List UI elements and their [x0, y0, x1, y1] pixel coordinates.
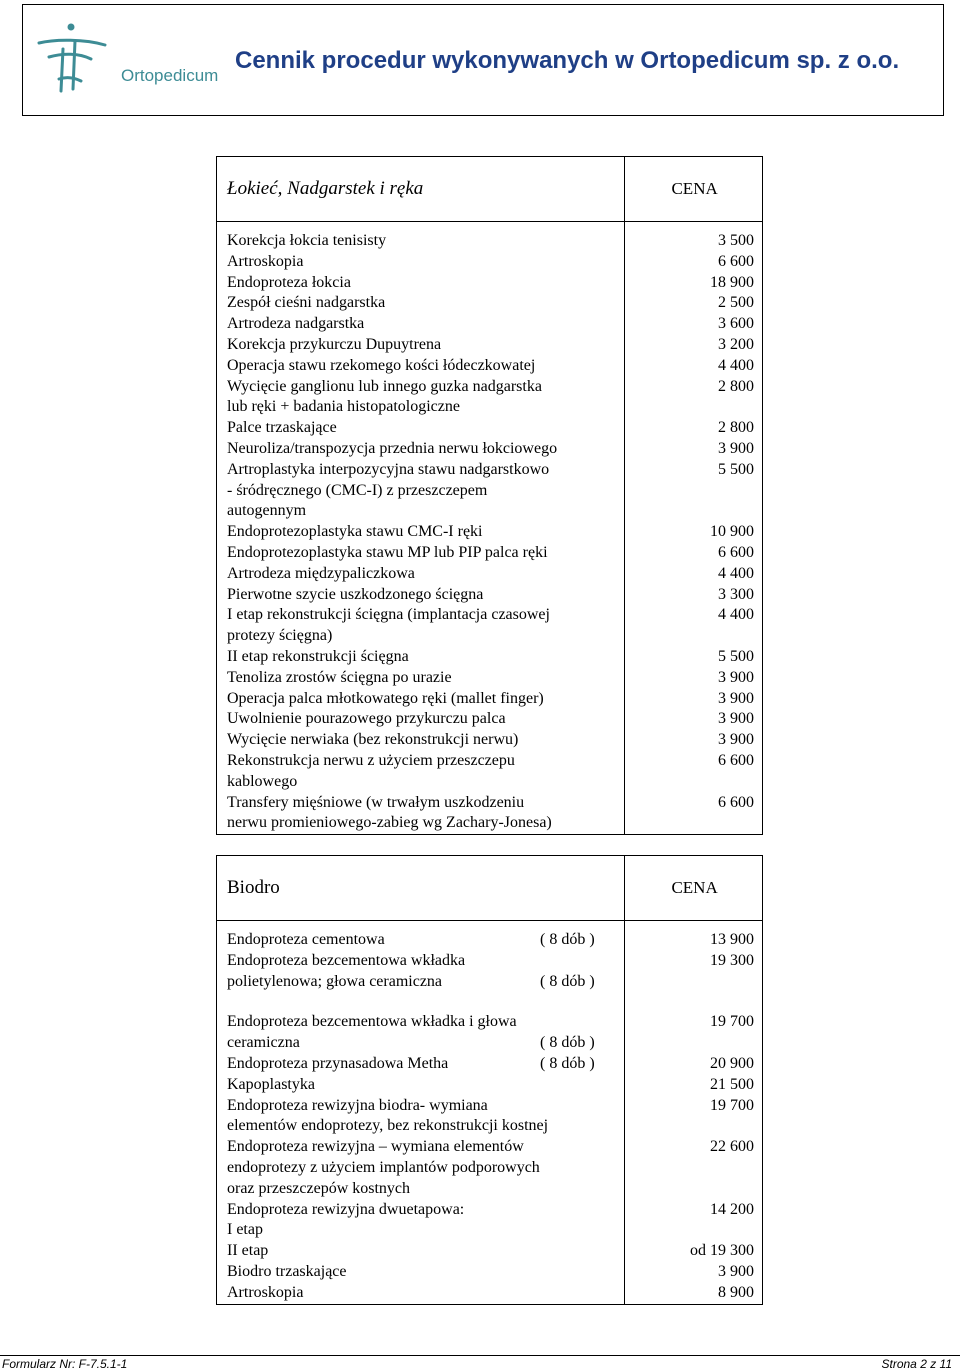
price-table-elbow-wrist-hand [216, 156, 763, 835]
price-row [217, 668, 763, 689]
procedure-price: 10 900 [625, 522, 763, 543]
procedure-name-line: Endoprotezoplastyka stawu MP lub PIP palca ręki [227, 543, 548, 561]
procedure-price: 4 400 [625, 564, 763, 585]
procedure-price: 3 900 [625, 730, 763, 751]
procedure-name [217, 335, 625, 356]
procedure-name [217, 564, 625, 585]
procedure-name [217, 231, 625, 252]
procedure-name [217, 585, 625, 606]
price-row [217, 647, 763, 668]
price-column-header: CENA [625, 157, 763, 222]
price-row [217, 730, 763, 751]
price-row [217, 377, 763, 419]
procedure-price: 6 600 [625, 793, 763, 835]
procedure-price: 3 600 [625, 314, 763, 335]
procedure-name [217, 314, 625, 335]
procedure-name-line: Wycięcie nerwiaka (bez rekonstrukcji nerwu) [227, 731, 519, 749]
procedure-name [217, 709, 625, 730]
price-row [217, 605, 763, 647]
procedure-price: 3 500 [625, 231, 763, 252]
procedure-name-line: Endoproteza łokcia [227, 273, 351, 291]
procedure-name [217, 1283, 625, 1304]
procedure-name [217, 522, 625, 543]
procedure-price: 3 900 [625, 439, 763, 460]
procedure-name [217, 1262, 625, 1283]
ortopedicum-logo [35, 19, 225, 109]
procedure-name [217, 951, 625, 1013]
procedure-price: 2 800 [625, 418, 763, 439]
procedure-price: 8 900 [625, 1283, 763, 1304]
procedure-name [217, 1075, 625, 1096]
price-row [217, 1283, 763, 1304]
price-row [217, 930, 763, 951]
procedure-price: 4 400 [625, 356, 763, 377]
procedure-name-line: oraz przeszczepów kostnych [227, 1179, 411, 1197]
procedure-price: 18 900 [625, 273, 763, 294]
procedure-name [217, 1012, 625, 1054]
procedure-price: 14 200 [625, 1200, 763, 1242]
price-row [217, 1012, 763, 1054]
procedure-price: 3 200 [625, 335, 763, 356]
procedure-price: 19 700 [625, 1096, 763, 1138]
procedure-name-line: Pierwotne szycie uszkodzonego ścięgna [227, 585, 484, 603]
procedure-name [217, 793, 625, 835]
procedure-price: 22 600 [625, 1137, 763, 1199]
procedure-name-line: Artroskopia [227, 1283, 304, 1301]
procedure-name [217, 377, 625, 419]
price-row [217, 439, 763, 460]
price-row [217, 793, 763, 835]
procedure-name-line: Transfery mięśniowe (w trwałym uszkodzeniu [227, 793, 525, 811]
procedure-price: 2 800 [625, 377, 763, 419]
price-row [217, 751, 763, 793]
price-row [217, 689, 763, 710]
hospital-stay: ( 8 dób ) [540, 1034, 595, 1052]
hospital-stay: ( 8 dób ) [540, 972, 595, 990]
procedure-name [217, 689, 625, 710]
price-row [217, 1096, 763, 1138]
document-title: Cennik procedur wykonywanych w Ortopedicum sp. z o.o. [235, 47, 900, 74]
procedure-price: 19 700 [625, 1012, 763, 1054]
procedure-name-line: Artrodeza nadgarstka [227, 315, 365, 333]
price-row [217, 564, 763, 585]
procedure-name-line: Kapoplastyka [227, 1075, 315, 1093]
procedure-name [217, 730, 625, 751]
procedure-name [217, 293, 625, 314]
procedure-name-line: Operacja palca młotkowatego ręki (mallet finger) [227, 689, 544, 707]
procedure-name-line: Korekcja przykurczu Dupuytrena [227, 335, 442, 353]
procedure-price: 5 500 [625, 647, 763, 668]
price-row [217, 585, 763, 606]
procedure-name [217, 252, 625, 273]
procedure-name-line: Palce trzaskające [227, 419, 337, 437]
procedure-name-line: Endoproteza rewizyjna – wymiana elementów [227, 1138, 524, 1156]
procedure-name-line: polietylenowa; głowa ceramiczna [227, 972, 443, 990]
procedure-name-line: Neuroliza/transpozycja przednia nerwu łokciowego [227, 439, 558, 457]
procedure-name [217, 273, 625, 294]
price-row [217, 1262, 763, 1283]
procedure-name-line: II etap rekonstrukcji ścięgna [227, 647, 409, 665]
procedure-name-line: Endoproteza bezcementowa wkładka i głowa [227, 1013, 517, 1031]
price-row [217, 231, 763, 252]
procedure-name [217, 439, 625, 460]
procedure-name-line: ceramiczna [227, 1034, 300, 1052]
procedure-name [217, 647, 625, 668]
procedure-price: 3 900 [625, 1262, 763, 1283]
procedure-price: od 19 300 [625, 1241, 763, 1262]
procedure-name [217, 930, 625, 951]
page-number: Strona 2 z 11 [881, 1357, 952, 1371]
section-title: Łokieć, Nadgarstek i ręka [217, 157, 625, 222]
procedure-name [217, 1054, 625, 1075]
price-row [217, 293, 763, 314]
procedure-price: 6 600 [625, 252, 763, 273]
price-row [217, 314, 763, 335]
procedure-name-line: Wycięcie ganglionu lub innego guzka nadgarstka [227, 377, 542, 395]
hospital-stay: ( 8 dób ) [540, 1054, 595, 1072]
logo-mark-icon [35, 19, 225, 109]
procedure-name [217, 543, 625, 564]
procedure-name-line: Rekonstrukcja nerwu z użyciem przeszczepu [227, 751, 515, 769]
price-row [217, 1075, 763, 1096]
procedure-name-line: - śródręcznego (CMC-I) z przeszczepem [227, 481, 488, 499]
price-row [217, 522, 763, 543]
procedure-name-line: nerwu promieniowego-zabieg wg Zachary-Jonesa) [227, 814, 552, 832]
procedure-name-line: elementów endoprotezy, bez rekonstrukcji kostnej [227, 1117, 549, 1135]
procedure-name [217, 1096, 625, 1138]
procedure-price: 21 500 [625, 1075, 763, 1096]
procedure-name [217, 1137, 625, 1199]
procedure-name-line: Korekcja łokcia tenisisty [227, 232, 387, 249]
table-header-row [217, 157, 763, 222]
procedure-price: 2 500 [625, 293, 763, 314]
procedure-name-line: Tenoliza zrostów ścięgna po urazie [227, 668, 452, 686]
price-row [217, 418, 763, 439]
price-table-hip [216, 855, 763, 1305]
procedure-name-line: Endoproteza przynasadowa Metha [227, 1054, 449, 1072]
procedure-name-line: Artroplastyka interpozycyjna stawu nadgarstkowo [227, 460, 550, 478]
procedure-name [217, 460, 625, 522]
footer-divider [0, 1355, 960, 1356]
procedure-name [217, 1200, 625, 1242]
price-row [217, 460, 763, 522]
procedure-name-line: II etap [227, 1242, 269, 1260]
price-column-header: CENA [625, 856, 763, 921]
header-box [22, 4, 944, 116]
procedure-name-line: Endoproteza cementowa [227, 931, 385, 948]
procedure-price: 6 600 [625, 751, 763, 793]
procedure-name-line: lub ręki + badania histopatologiczne [227, 398, 460, 416]
procedure-price: 4 400 [625, 605, 763, 647]
price-row [217, 356, 763, 377]
procedure-price: 19 300 [625, 951, 763, 1013]
procedure-name-line: Endoproteza rewizyjna dwuetapowa: [227, 1200, 465, 1218]
procedure-price: 13 900 [625, 930, 763, 951]
section-title: Biodro [217, 856, 625, 921]
procedure-name-line: Biodro trzaskające [227, 1262, 347, 1280]
procedure-name-line: Operacja stawu rzekomego kości łódeczkowatej [227, 356, 536, 374]
price-row [217, 1054, 763, 1075]
procedure-price: 6 600 [625, 543, 763, 564]
price-row [217, 1241, 763, 1262]
procedure-name-line: Artroskopia [227, 252, 304, 270]
procedure-price: 20 900 [625, 1054, 763, 1075]
procedure-name-line: Zespół cieśni nadgarstka [227, 294, 386, 312]
price-row [217, 951, 763, 1013]
price-row [217, 273, 763, 294]
procedure-name-line: I etap rekonstrukcji ścięgna (implantacja czasowej [227, 606, 550, 624]
procedure-name-line: I etap [227, 1221, 263, 1239]
procedure-name-line: Uwolnienie pourazowego przykurczu palca [227, 710, 506, 728]
procedure-price: 5 500 [625, 460, 763, 522]
price-row [217, 1137, 763, 1199]
procedure-name [217, 1241, 625, 1262]
price-row [217, 709, 763, 730]
procedure-name-line: kablowego [227, 772, 298, 790]
procedure-price: 3 900 [625, 709, 763, 730]
price-row [217, 335, 763, 356]
logo-text: Ortopedicum [121, 66, 219, 85]
procedure-name-line: Artrodeza międzypaliczkowa [227, 564, 415, 582]
form-number: Formularz Nr: F-7.5.1-1 [2, 1357, 128, 1371]
procedure-name-line: Endoprotezoplastyka stawu CMC-I ręki [227, 523, 483, 541]
procedure-name-line: endoprotezy z użyciem implantów podporowych [227, 1158, 540, 1176]
procedure-name [217, 751, 625, 793]
procedure-name [217, 418, 625, 439]
table-header-row [217, 856, 763, 921]
price-row [217, 543, 763, 564]
procedure-name-line: Endoproteza rewizyjna biodra- wymiana [227, 1096, 488, 1114]
price-row [217, 252, 763, 273]
procedure-name [217, 605, 625, 647]
procedure-name-line: autogennym [227, 502, 307, 520]
procedure-name [217, 668, 625, 689]
procedure-price: 3 300 [625, 585, 763, 606]
procedure-name [217, 356, 625, 377]
price-row [217, 1200, 763, 1242]
procedure-name-line: protezy ścięgna) [227, 627, 333, 645]
procedure-price: 3 900 [625, 689, 763, 710]
procedure-name-line: Endoproteza bezcementowa wkładka [227, 951, 466, 969]
procedure-price: 3 900 [625, 668, 763, 689]
hospital-stay: ( 8 dób ) [540, 931, 595, 948]
